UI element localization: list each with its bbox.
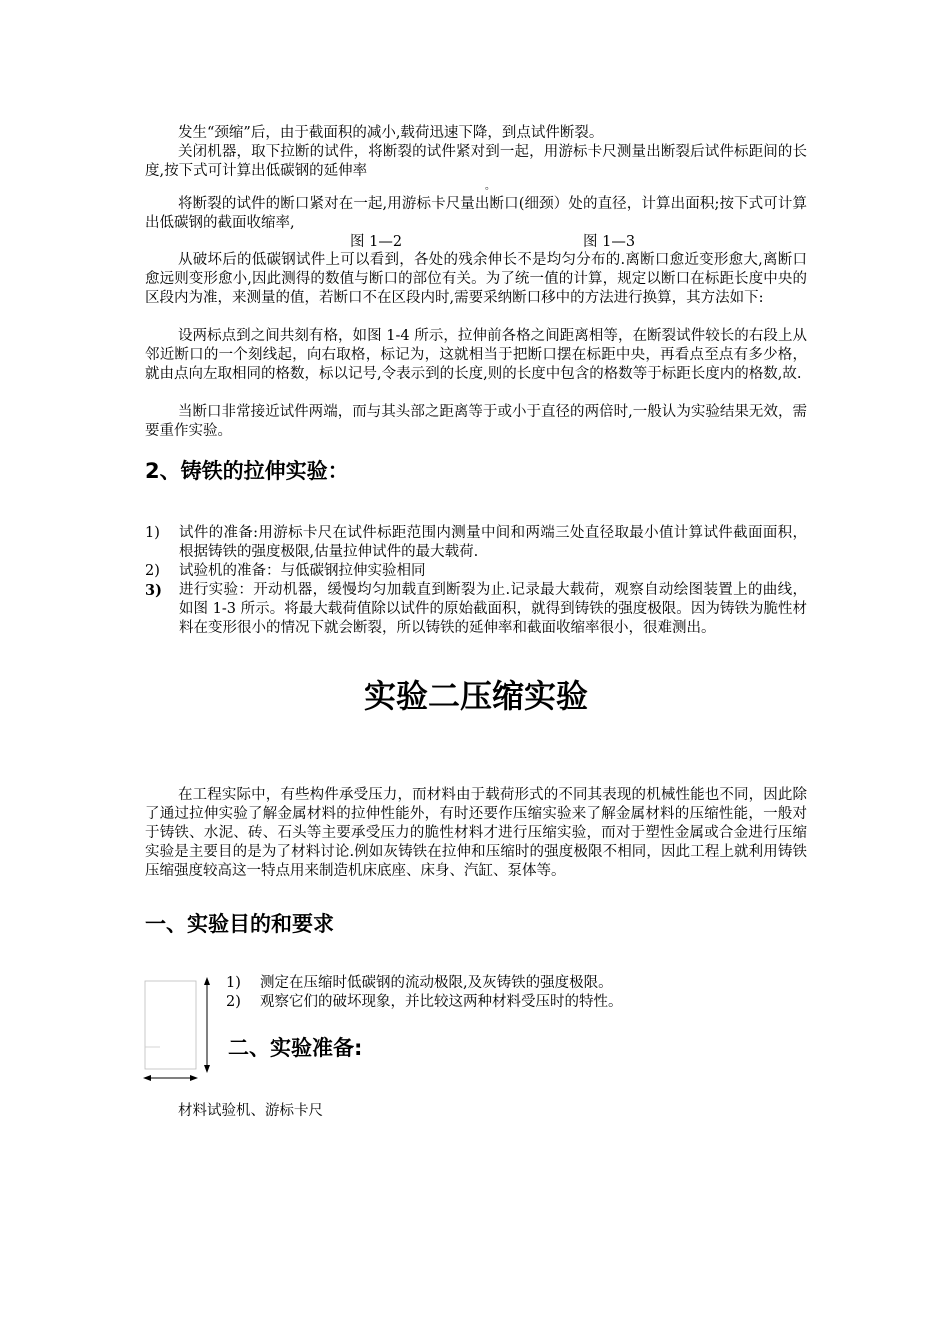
list-item-number: 1)	[145, 525, 160, 541]
list-item	[226, 974, 807, 993]
paragraph-residual-elongation: 从破坏后的低碳钢试件上可以看到，各处的残余伸长不是均匀分布的.离断口愈近变形愈大,离断口愈远则变形愈小,因此测得的数值与断口的部位有关。为了统一值的计算，规定以断口在标距长度中央的区段内为准，来测量的值，若断口不在区段内时,需要采纳断口移中的方法进行换算，其方法如下:	[145, 252, 807, 306]
paragraph-equipment: 材料试验机、游标卡尺	[178, 1103, 323, 1119]
list-item	[145, 562, 807, 581]
list-item-number: 3)	[145, 582, 162, 599]
heading-preparation: 二、实验准备:	[228, 1036, 363, 1060]
list-item-text: 试件的准备:用游标卡尺在试件标距范围内测量中间和两端三处直径取最小值计算试件截面面积，根据铸铁的强度极限,估量拉伸试件的最大载荷.	[179, 525, 807, 560]
heading-purpose: 一、实验目的和要求	[145, 912, 334, 936]
list-item-number: 1)	[226, 975, 241, 991]
figure-caption-1-2: 图 1—2	[350, 234, 403, 250]
list-item-text: 进行实验：开动机器，缓慢均匀加载直到断裂为止.记录最大载荷，观察自动绘图装置上的曲线，如图 1-3 所示。将最大载荷值除以试件的原始截面积，就得到铸铁的强度极限。因为铸铁为脆性材料在变形很小的情况下就会断裂，所以铸铁的延伸率和截面收缩率很小，很难测出。	[179, 582, 807, 636]
experiment-2-title: 实验二压缩实验	[363, 677, 588, 715]
list-item-text: 观察它们的破坏现象，并比较这两种材料受压时的特性。	[260, 994, 623, 1010]
list-item-text: 测定在压缩时低碳钢的流动极限,及灰铸铁的强度极限。	[260, 975, 613, 991]
paragraph-area-reduction: 将断裂的试件的断口紧对在一起,用游标卡尺量出断口(细颈）处的直径，计算出面积;按下式可计算出低碳钢的截面收缩率,	[145, 196, 807, 231]
formula-placeholder-dot: 。	[485, 181, 495, 192]
specimen-diagram	[138, 972, 218, 1086]
heading-cast-iron-tension: 2、铸铁的拉伸实验：	[145, 459, 349, 483]
list-item	[145, 524, 807, 562]
paragraph-invalid-result: 当断口非常接近试件两端，而与其头部之距离等于或小于直径的两倍时,一般认为实验结果无效，需要重作实验。	[145, 404, 807, 439]
list-item-number: 2)	[145, 563, 160, 579]
list-item	[226, 993, 807, 1012]
list-item-text: 试验机的准备：与低碳钢拉伸实验相同	[179, 563, 426, 579]
paragraph-fracture-shift-method: 设两标点到之间共刻有格，如图 1-4 所示，拉伸前各格之间距离相等，在断裂试件较长的右段上从邻近断口的一个刻线起，向右取格，标记为，这就相当于把断口摆在标距中央，再看点至点有多少格，就由点向左取相同的格数，标以记号,令表示到的长度,则的长度中包含的格数等于标距长度内的格数,故.	[145, 328, 807, 382]
list-item	[145, 581, 807, 657]
figure-caption-1-3: 图 1—3	[583, 234, 636, 250]
paragraph-compression-intro: 在工程实际中，有些构件承受压力，而材料由于载荷形式的不同其表现的机械性能也不同，因此除了通过拉伸实验了解金属材料的拉伸性能外，有时还要作压缩实验来了解金属材料的压缩性能，一般对于铸铁、水泥、砖、石头等主要承受压力的脆性材料才进行压缩实验，而对于塑性金属或合金进行压缩实验是主要目的是为了材料讨论.例如灰铸铁在拉伸和压缩时的强度极限不相同，因此工程上就利用铸铁压缩强度较高这一特点用来制造机床底座、床身、汽缸、泵体等。	[145, 787, 807, 879]
paragraph-necking: 发生“颈缩”后，由于截面积的减小,载荷迅速下降，到点试件断裂。	[178, 125, 604, 141]
paragraph-elongation: 关闭机器，取下拉断的试件，将断裂的试件紧对到一起，用游标卡尺测量出断裂后试件标距间的长度,按下式可计算出低碳钢的延伸率	[145, 144, 807, 179]
list-item-number: 2)	[226, 994, 241, 1010]
